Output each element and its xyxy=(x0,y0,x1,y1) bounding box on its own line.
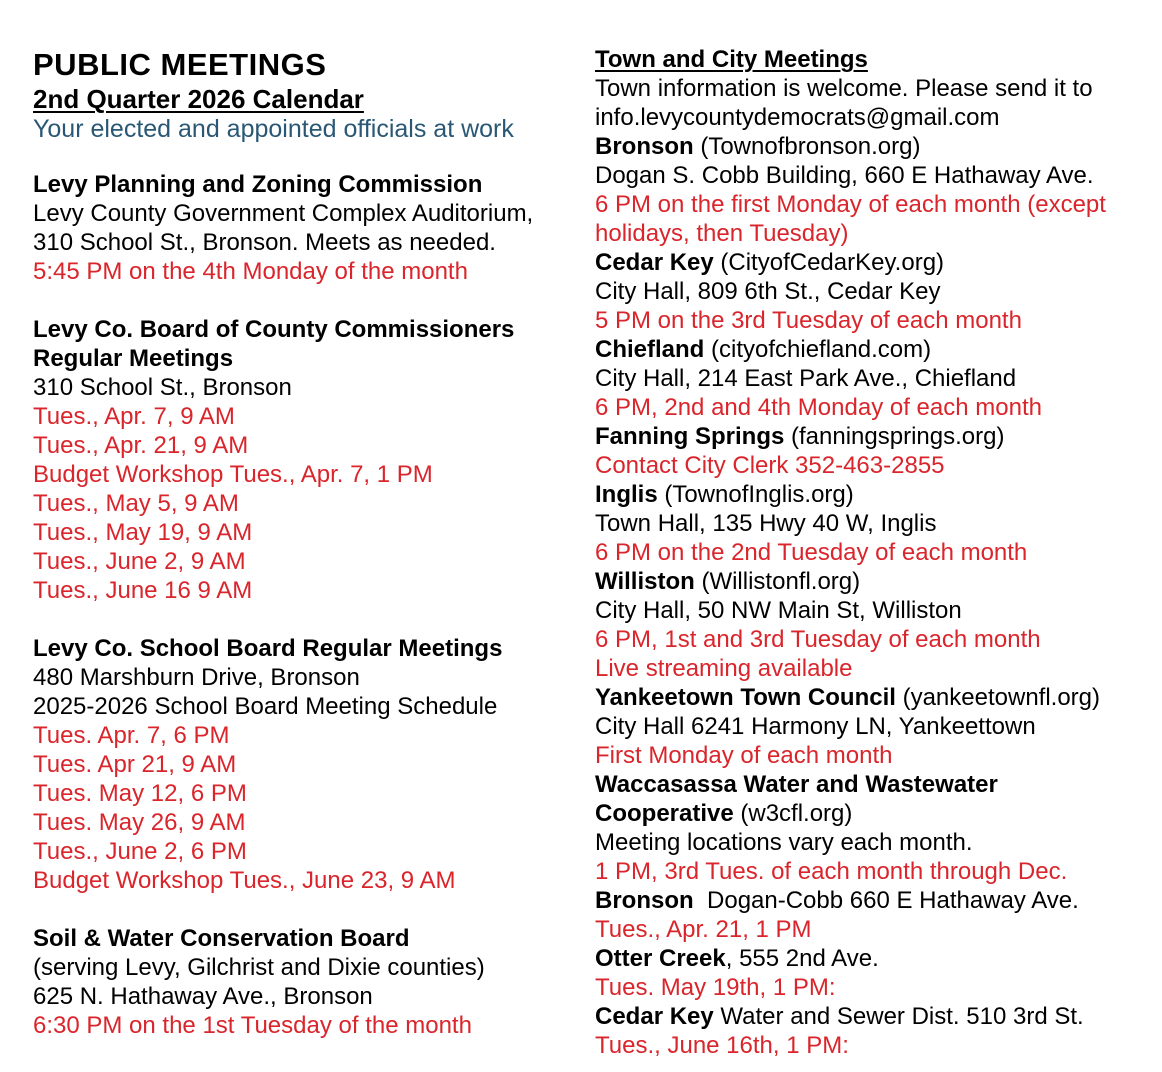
town-detail: City Hall, 50 NW Main St, Williston xyxy=(595,597,962,624)
town-name: Fanning Springs xyxy=(595,423,785,450)
section-heading: Levy Planning and Zoning Commission xyxy=(33,171,483,198)
section-levy-school-board xyxy=(33,634,585,895)
town-name: Williston xyxy=(595,568,695,595)
town-line xyxy=(595,509,1162,538)
schedule-line: Tues., June 2, 9 AM xyxy=(33,548,246,575)
town-name: Cedar Key xyxy=(595,249,714,276)
town-line xyxy=(595,596,1162,625)
town-line xyxy=(595,306,1162,335)
schedule-line: 6:30 PM on the 1st Tuesday of the month xyxy=(33,1012,472,1039)
schedule-line: Tues. May 12, 6 PM xyxy=(33,780,247,807)
town-line xyxy=(595,770,1162,799)
town-detail: Dogan-Cobb 660 E Hathaway Ave. xyxy=(693,887,1079,914)
schedule-line: 5:45 PM on the 4th Monday of the month xyxy=(33,258,468,285)
town-detail: City Hall, 214 East Park Ave., Chiefland xyxy=(595,365,1017,392)
town-detail: Meeting locations vary each month. xyxy=(595,829,973,856)
town-detail: (fanningsprings.org) xyxy=(784,423,1005,450)
schedule-line: 2025-2026 School Board Meeting Schedule xyxy=(33,693,498,720)
town-line xyxy=(595,828,1162,857)
town-detail: First Monday of each month xyxy=(595,742,893,769)
town-detail: (yankeetownfl.org) xyxy=(895,684,1101,711)
schedule-line: 625 N. Hathaway Ave., Bronson xyxy=(33,983,373,1010)
town-line xyxy=(595,886,1162,915)
town-detail: 6 PM on the first Monday of each month (except xyxy=(595,191,1106,218)
town-line xyxy=(595,248,1162,277)
town-name: Bronson xyxy=(595,133,694,160)
schedule-line: Tues. Apr. 7, 6 PM xyxy=(33,722,230,749)
town-line xyxy=(595,480,1162,509)
town-line xyxy=(595,567,1162,596)
schedule-line: 310 School St., Bronson. Meets as needed. xyxy=(33,229,496,256)
right-lines xyxy=(595,74,1162,1060)
town-name: Cedar Key xyxy=(595,1003,714,1030)
town-line xyxy=(595,857,1162,886)
town-detail: (w3cfl.org) xyxy=(733,800,853,827)
town-line xyxy=(595,741,1162,770)
town-detail: (Townofbronson.org) xyxy=(693,133,921,160)
town-line xyxy=(595,103,1162,132)
town-detail: Town Hall, 135 Hwy 40 W, Inglis xyxy=(595,510,937,537)
town-detail: Live streaming available xyxy=(595,655,853,682)
town-line xyxy=(595,451,1162,480)
town-name: Chiefland xyxy=(595,336,705,363)
town-line xyxy=(595,190,1162,219)
town-detail: Town information is welcome. Please send it to xyxy=(595,75,1093,102)
town-detail: Water and Sewer Dist. 510 3rd St. xyxy=(713,1003,1084,1030)
town-line xyxy=(595,625,1162,654)
schedule-line: Tues., Apr. 7, 9 AM xyxy=(33,403,235,430)
calendar-heading: 2nd Quarter 2026 Calendar xyxy=(33,84,364,114)
town-line xyxy=(595,538,1162,567)
town-line xyxy=(595,335,1162,364)
section-levy-planning-zoning-commission xyxy=(33,170,585,286)
town-line xyxy=(595,973,1162,1002)
town-line xyxy=(595,161,1162,190)
town-name: Yankeetown Town Council xyxy=(595,684,896,711)
schedule-line: Tues., May 5, 9 AM xyxy=(33,490,239,517)
section-heading: Levy Co. School Board Regular Meetings xyxy=(33,635,503,662)
town-detail: Tues. May 19th, 1 PM: xyxy=(595,974,836,1001)
town-detail: Dogan S. Cobb Building, 660 E Hathaway Ave. xyxy=(595,162,1094,189)
left-sections xyxy=(33,170,585,1040)
left-column xyxy=(33,45,585,1069)
town-city-meetings-heading: Town and City Meetings xyxy=(595,46,868,73)
schedule-line: Tues. May 26, 9 AM xyxy=(33,809,246,836)
right-column xyxy=(595,45,1162,1060)
town-line xyxy=(595,654,1162,683)
section-heading: Regular Meetings xyxy=(33,345,234,372)
town-line xyxy=(595,219,1162,248)
town-detail: 6 PM, 1st and 3rd Tuesday of each month xyxy=(595,626,1041,653)
tagline: Your elected and appointed officials at work xyxy=(33,115,514,143)
town-line xyxy=(595,712,1162,741)
town-detail: (CityofCedarKey.org) xyxy=(713,249,945,276)
town-detail: City Hall, 809 6th St., Cedar Key xyxy=(595,278,941,305)
schedule-line: Tues., June 16 9 AM xyxy=(33,577,253,604)
town-detail: (cityofchiefland.com) xyxy=(704,336,932,363)
town-name: Waccasassa Water and Wastewater xyxy=(595,771,998,798)
town-line xyxy=(595,74,1162,103)
town-line xyxy=(595,683,1162,712)
schedule-line: Budget Workshop Tues., June 23, 9 AM xyxy=(33,867,456,894)
town-detail: (TownofInglis.org) xyxy=(657,481,854,508)
town-detail: holidays, then Tuesday) xyxy=(595,220,849,247)
town-line xyxy=(595,364,1162,393)
section-heading: Soil & Water Conservation Board xyxy=(33,925,410,952)
town-name: Bronson xyxy=(595,887,694,914)
town-detail: , 555 2nd Ave. xyxy=(725,945,879,972)
town-line xyxy=(595,944,1162,973)
town-detail: Tues., June 16th, 1 PM: xyxy=(595,1032,849,1059)
schedule-line: Tues., Apr. 21, 9 AM xyxy=(33,432,249,459)
town-line xyxy=(595,1031,1162,1060)
town-detail: (Willistonfl.org) xyxy=(694,568,861,595)
town-line xyxy=(595,277,1162,306)
schedule-line: Levy County Government Complex Auditorium, xyxy=(33,200,534,227)
town-detail: 1 PM, 3rd Tues. of each month through Dec. xyxy=(595,858,1068,885)
schedule-line: Tues., May 19, 9 AM xyxy=(33,519,253,546)
town-name: Cooperative xyxy=(595,800,734,827)
section-heading: Levy Co. Board of County Commissioners xyxy=(33,316,515,343)
town-detail: 5 PM on the 3rd Tuesday of each month xyxy=(595,307,1022,334)
schedule-line: Tues., June 2, 6 PM xyxy=(33,838,247,865)
town-line xyxy=(595,799,1162,828)
town-name: Inglis xyxy=(595,481,658,508)
town-detail: info.levycountydemocrats@gmail.com xyxy=(595,104,1000,131)
town-line xyxy=(595,393,1162,422)
page-title: PUBLIC MEETINGS xyxy=(33,47,327,82)
town-detail: 6 PM, 2nd and 4th Monday of each month xyxy=(595,394,1042,421)
town-detail: Tues., Apr. 21, 1 PM xyxy=(595,916,812,943)
schedule-line: 480 Marshburn Drive, Bronson xyxy=(33,664,360,691)
section-levy-county-commissioners xyxy=(33,315,585,605)
schedule-line: (serving Levy, Gilchrist and Dixie counties) xyxy=(33,954,485,981)
schedule-line: Budget Workshop Tues., Apr. 7, 1 PM xyxy=(33,461,433,488)
town-line xyxy=(595,132,1162,161)
town-line xyxy=(595,422,1162,451)
town-line xyxy=(595,915,1162,944)
schedule-line: Tues. Apr 21, 9 AM xyxy=(33,751,237,778)
town-detail: Contact City Clerk 352-463-2855 xyxy=(595,452,945,479)
town-line xyxy=(595,1002,1162,1031)
schedule-line: 310 School St., Bronson xyxy=(33,374,292,401)
town-detail: City Hall 6241 Harmony LN, Yankeettown xyxy=(595,713,1036,740)
town-detail: 6 PM on the 2nd Tuesday of each month xyxy=(595,539,1028,566)
section-soil-water-conservation-board xyxy=(33,924,585,1040)
town-name: Otter Creek xyxy=(595,945,726,972)
